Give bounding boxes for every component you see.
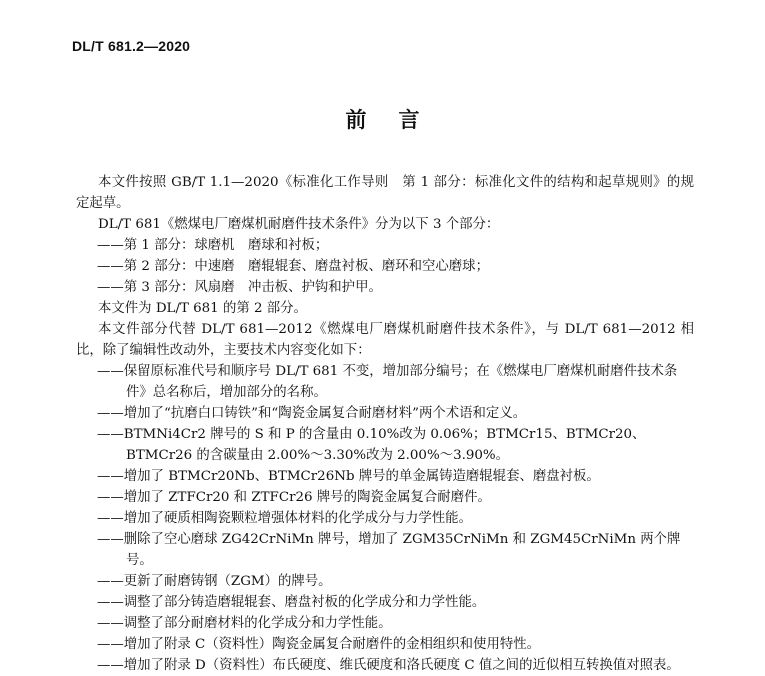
- list-item-part-3: ——第 3 部分：风扇磨 冲击板、护钩和护甲。: [97, 280, 382, 295]
- document-id: DL/T 681.2—2020: [72, 38, 191, 54]
- paragraph-series-intro: DL/T 681《燃煤电厂磨煤机耐磨件技术条件》分为以下 3 个部分：: [98, 217, 500, 232]
- list-item-change: ——增加了附录 D（资料性）布氏硬度、维氏硬度和洛氏硬度 C 值之间的近似相互转换值对照表。: [97, 658, 680, 673]
- paragraph-part-statement: 本文件为 DL/T 681 的第 2 部分。: [98, 301, 307, 316]
- list-item-change: ——增加了附录 C（资料性）陶瓷金属复合耐磨件的金相组织和使用特性。: [97, 637, 540, 652]
- paragraph-drafting-basis: 本文件按照 GB/T 1.1—2020《标准化工作导则 第 1 部分：标准化文件的结构和起草规则》的规定起草。: [76, 175, 694, 211]
- list-item-part-2: ——第 2 部分：中速磨 磨辊辊套、磨盘衬板、磨环和空心磨球；: [97, 259, 489, 274]
- list-item-change: ——增加了 BTMCr20Nb、BTMCr26Nb 牌号的单金属铸造磨辊辊套、磨盘衬板。: [97, 469, 600, 484]
- list-item-part-1: ——第 1 部分：球磨机 磨球和衬板；: [97, 238, 329, 253]
- paragraph-replacement: 本文件部分代替 DL/T 681—2012《燃煤电厂磨煤机耐磨件技术条件》，与 DL/T 681—2012 相比，除了编辑性改动外，主要技术内容变化如下：: [76, 322, 694, 358]
- list-item-change: ——删除了空心磨球 ZG42CrNiMn 牌号，增加了 ZGM35CrNiMn 和 ZGM45CrNiMn 两个牌号。: [97, 532, 681, 568]
- document-body: [76, 172, 694, 676]
- list-item-change: ——更新了耐磨铸钢（ZGM）的牌号。: [97, 574, 332, 589]
- list-item-change: ——增加了硬质相陶瓷颗粒增强体材料的化学成分与力学性能。: [97, 511, 472, 526]
- list-item-change: ——增加了“抗磨白口铸铁”和“陶瓷金属复合耐磨材料”两个术语和定义。: [97, 406, 527, 421]
- page-title: 前言: [345, 108, 452, 132]
- list-item-change: ——调整了部分铸造磨辊辊套、磨盘衬板的化学成分和力学性能。: [97, 595, 486, 610]
- list-item-change: ——保留原标准代号和顺序号 DL/T 681 不变，增加部分编号；在《燃煤电厂磨煤机耐磨件技术条件》总名称后，增加部分的名称。: [97, 364, 678, 400]
- list-item-change: ——BTMNi4Cr2 牌号的 S 和 P 的含量由 0.10%改为 0.06%；BTMCr15、BTMCr20、BTMCr26 的含碳量由 2.00%～3.30%改为 2.00%～3.90%。: [97, 427, 646, 463]
- list-item-change: ——调整了部分耐磨材料的化学成分和力学性能。: [97, 616, 392, 631]
- list-item-change: ——增加了 ZTFCr20 和 ZTFCr26 牌号的陶瓷金属复合耐磨件。: [97, 490, 491, 505]
